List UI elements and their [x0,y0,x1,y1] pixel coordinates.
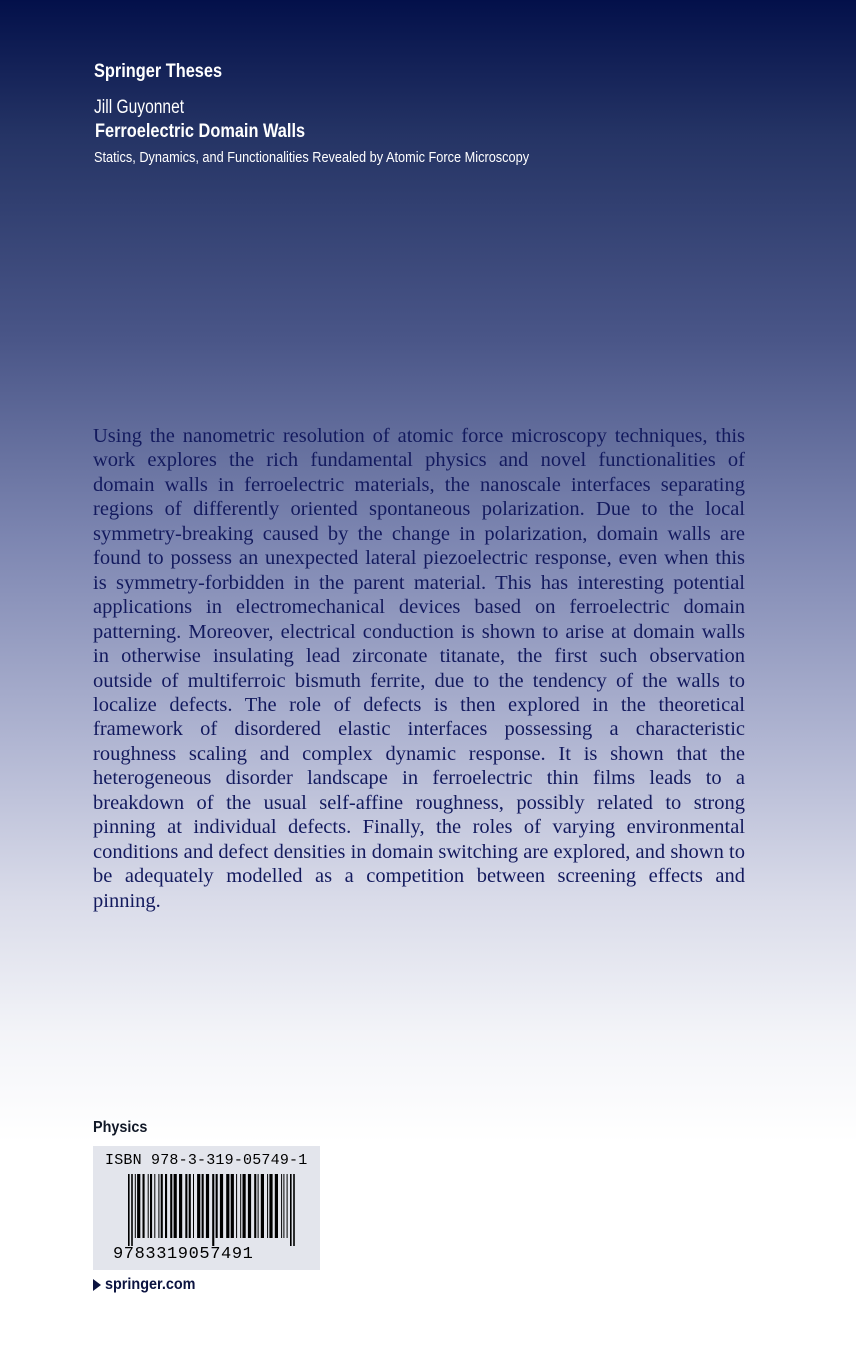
barcode-bar [170,1174,172,1238]
barcode-bar [174,1174,177,1238]
barcode-bar [258,1174,259,1238]
isbn-barcode [93,1146,320,1270]
barcode-bar [287,1174,288,1238]
blurb-text: Using the nanometric resolution of atomic force microscopy techniques, this work explores the rich fundamental physics and novel functionalities of domain walls in ferroelectric materials, the nanoscale interfaces separating regions of differently oriented spontaneous polarization. Due to the local symmetry-breaking caused by the change in polarization, domain walls are found to possess an unexpected lateral piezoelectric response, even when this is symmetry-forbidden in the parent material. This has interesting potential applications in electromechanical devices based on ferroelectric domain patterning. Moreover, electrical conduction is shown to arise at domain walls in otherwise insulating lead zirconate titanate, the first such observation outside of multiferroic bismuth ferrite, due to the tendency of the walls to localize defects. The role of defects is then explored in the theoretical framework of disordered elastic interfaces possessing a characteristic roughness scaling and complex dynamic response. It is shown that the heterogeneous disorder landscape in ferroelectric thin films leads to a breakdown of the usual self-affine roughness, possibly related to strong pinning at individual defects. Finally, the roles of varying environmental conditions and defect densities in domain switching are explored, and shown to be adequately modelled as a competition between screening effects and pinning. [93,425,745,912]
barcode-bar [275,1174,278,1238]
barcode-bar [135,1174,136,1238]
barcode-bar [281,1174,282,1238]
barcode-bar [236,1174,237,1238]
barcode-bar [197,1174,200,1238]
barcode-bar [240,1174,241,1238]
barcode-bar [216,1174,218,1238]
barcode-bar [220,1174,223,1238]
barcode-bar [206,1174,209,1238]
arrow-right-icon [93,1279,101,1291]
website-link[interactable] [93,1275,205,1295]
barcode-bar [185,1174,187,1238]
barcode-bar [293,1174,295,1246]
barcode-bar [179,1174,182,1238]
barcode-bar [267,1174,268,1238]
barcode-bar [137,1174,140,1238]
barcode-bar [202,1174,204,1238]
barcode-digits: 9783319057491 [113,1245,254,1264]
book-subtitle: Statics, Dynamics, and Functionalities Revealed by Atomic Force Microscopy [94,149,530,166]
barcode-bar [131,1174,133,1246]
barcode-bar [128,1174,130,1246]
barcode-bar [161,1174,163,1238]
barcode-bar [148,1174,149,1238]
barcode-bar [231,1174,234,1238]
barcode-bar [269,1174,272,1238]
barcode-bar [158,1174,159,1238]
subject-category: Physics [93,1119,148,1136]
barcode-bar [226,1174,229,1238]
barcode-bar [283,1174,284,1238]
barcode-bar [150,1174,152,1238]
website-label: springer.com [105,1276,196,1293]
barcode-bar [254,1174,256,1238]
barcode-bar [243,1174,246,1238]
isbn-label: ISBN 978-3-319-05749-1 [105,1152,308,1169]
author-name: Jill Guyonnet [94,97,185,118]
barcode-bar [154,1174,155,1238]
series-name: Springer Theses [94,61,223,82]
book-title: Ferroelectric Domain Walls [95,121,306,142]
barcode-bar [165,1174,167,1238]
barcode-bar [261,1174,264,1238]
barcode-bar [212,1174,214,1246]
barcode-bar [189,1174,191,1238]
barcode-bar [248,1174,251,1238]
barcode-bar [290,1174,292,1246]
barcode-bar [143,1174,145,1238]
barcode-bar [193,1174,194,1238]
